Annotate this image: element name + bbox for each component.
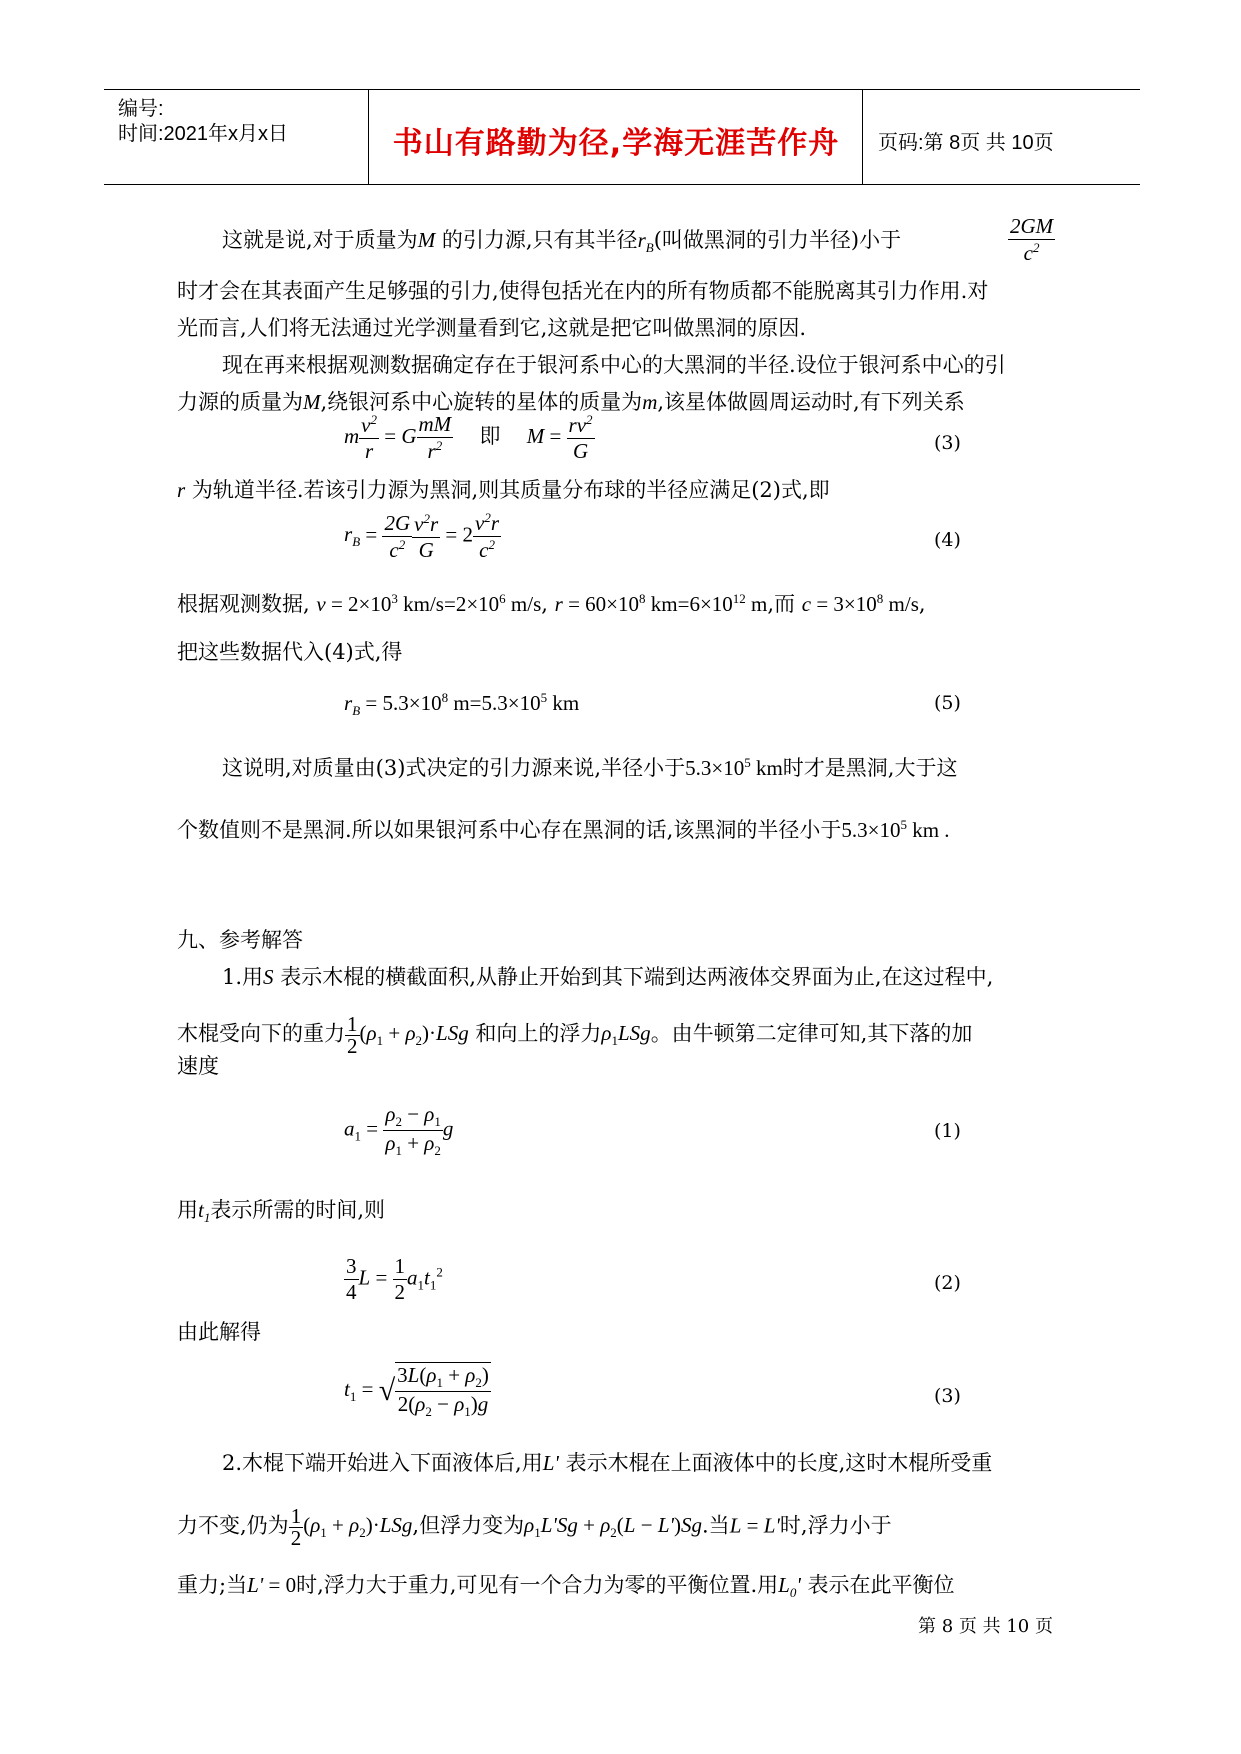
math: $\rho_1L'Sg + \rho_2(L - L')Sg$	[524, 1513, 702, 1541]
fraction	[289, 1506, 304, 1549]
equation-q1-3-number: (3)	[934, 1385, 961, 1407]
page-footer: 第 8 页 共 10 页	[918, 1616, 1053, 1637]
fraction	[395, 1362, 491, 1420]
denominator: 4	[346, 1280, 357, 1304]
numerator: $v^2r$	[475, 510, 500, 535]
text: 个数值则不是黑洞.所以如果银河系中心存在黑洞的话,该黑洞的半径小于	[177, 818, 842, 842]
question-2-line-3	[177, 1575, 955, 1599]
numerator: 1	[394, 1254, 406, 1278]
denominator: $r^2$	[427, 438, 443, 463]
fraction	[1008, 214, 1055, 266]
numerator: $rv^2$	[568, 412, 593, 437]
math: $r = 60\times 10^8$ $km=6\times 10^{12}$ m	[554, 591, 768, 616]
fraction	[359, 412, 379, 464]
math: $\rho_1LSg$	[601, 1021, 651, 1049]
equation-3-number: (3)	[934, 432, 961, 454]
fraction	[344, 1254, 359, 1305]
math: S	[263, 965, 274, 989]
denominator: $c^2$	[389, 536, 406, 562]
numerator: $v^2r$	[414, 510, 439, 536]
paragraph-1-line-3: 光而言,人们将无法通过光学测量看到它,这就是把它叫做黑洞的原因.	[177, 316, 807, 340]
paragraph-5-line-1	[222, 756, 957, 779]
text: 根据观测数据,	[177, 592, 310, 616]
question-2-line-1	[222, 1453, 992, 1474]
paragraph-2-line-1: 现在再来根据观测数据确定存在于银河系中心的大黑洞的半径.设位于银河系中心的引	[222, 353, 1006, 377]
text: 和向上的浮力	[475, 1021, 602, 1046]
math: $5.3\times 10^5$ km	[685, 755, 783, 780]
text: 用	[177, 1198, 198, 1222]
numerator: 3	[346, 1254, 357, 1278]
question-2-line-2	[177, 1506, 892, 1549]
math: $c = 3\times 10^8$ m/s	[801, 591, 919, 616]
header-table	[104, 89, 1140, 185]
text: 这就是说,对于质量为	[222, 228, 418, 252]
fraction	[383, 1102, 443, 1159]
doc-time-label: 时间:2021年x月x日	[118, 123, 289, 145]
fraction	[382, 511, 412, 563]
page-indicator: 页码:第 8页 共 10页	[878, 132, 1054, 154]
text: (叫做黑洞的引力半径)小于	[653, 228, 902, 252]
math: $\frac{1}{2}$ $(\rho_1 + \rho_2)\cdot LSg$	[290, 1504, 413, 1550]
fraction	[345, 1014, 360, 1057]
text: 力不变,仍为	[177, 1513, 289, 1538]
denominator: $2(\rho_2 - \rho_1)g$	[397, 1392, 489, 1420]
denominator: $c^2$	[1023, 240, 1040, 265]
math: L'	[542, 1451, 559, 1475]
header-meta-cell	[104, 90, 369, 184]
math: $r_B$	[344, 522, 361, 550]
text: ,而	[767, 592, 796, 616]
motto-text: 书山有路勤为径,学海无涯苦作舟	[392, 126, 840, 161]
equation-q1-3: $t_1$ = √ $\frac{3L(\rho_1 + \rho_2)}{2(\rho_2 - \rho_1)g}$	[344, 1363, 489, 1420]
formula-2gm-c2	[1008, 214, 1055, 266]
numerator: $\rho_2 - \rho_1$	[385, 1102, 441, 1130]
equation-q1-2-number: (2)	[934, 1272, 961, 1294]
text: 表示在此平衡位	[807, 1573, 955, 1597]
equation-5-number: (5)	[934, 692, 961, 714]
numerator: $v^2$	[361, 412, 377, 437]
header-motto-cell	[370, 90, 863, 184]
math: r	[177, 478, 186, 502]
denominator: 2	[394, 1280, 406, 1304]
denominator: 2	[347, 1034, 358, 1058]
denominator: G	[572, 439, 589, 463]
section-9-heading: 九、参考解答	[177, 928, 303, 952]
text: 1.用	[222, 965, 264, 989]
numerator: mM	[418, 412, 452, 436]
math: M	[303, 390, 321, 414]
math: M	[417, 228, 436, 252]
math: $\frac{1}{2}$ $(\rho_1 + \rho_2)\cdot LSg$	[347, 1012, 469, 1058]
math: $r_B$	[637, 228, 654, 256]
text: 重力;当	[177, 1573, 248, 1597]
equation-q1-1-number: (1)	[934, 1120, 961, 1142]
fraction	[473, 510, 501, 563]
text: 这说明,对质量由(3)式决定的引力源来说,半径小于	[222, 756, 686, 780]
math: M	[526, 423, 545, 448]
text: 时,浮力大于重力,可见有一个合力为零的平衡位置.用	[296, 1573, 779, 1597]
text: 为轨道半径.若该引力源为黑洞,则其质量分布球的半径应满足(2)式,即	[191, 478, 830, 502]
math: $t_1$	[198, 1198, 211, 1226]
paragraph-1-line-2: 时才会在其表面产生足够强的引力,使得包括光在内的所有物质都不能脱离其引力作用.对	[177, 279, 989, 303]
math: m	[642, 390, 658, 414]
text: ,但浮力变为	[412, 1513, 525, 1538]
question-1-line-1	[222, 967, 993, 988]
text: 。由牛顿第二定律可知,其下落的加	[650, 1021, 973, 1046]
math: m	[344, 423, 360, 448]
math: L' = 0	[247, 1573, 297, 1597]
fraction	[567, 412, 595, 464]
denominator: $c^2$	[479, 537, 495, 562]
numerator: 2GM	[1010, 214, 1054, 238]
paragraph-1-line-1	[222, 230, 901, 254]
numerator: $3L(\rho_1 + \rho_2)$	[397, 1363, 489, 1391]
text: 即	[479, 423, 501, 448]
paragraph-4-line-1: 根据观测数据, $v = 2\times 10^3$ $km/s=2\times 10^6$ m/s, $r = 60\times 10^8$ $km=6\times 10^{12}$ m,而 $c = 3\times 10^8$ m/s,	[177, 591, 926, 616]
equation-4-number: (4)	[934, 529, 961, 551]
header-page-cell	[864, 90, 1140, 184]
fraction	[412, 511, 440, 563]
question-1-line-3: 速度	[177, 1054, 219, 1078]
math: $v = 2\times 10^3$ $km/s=2\times 10^6$ m/s	[316, 591, 542, 616]
question-1-line-2	[177, 1014, 972, 1057]
text: 木棍受向下的重力	[177, 1021, 345, 1046]
text: ,绕银河系中心旋转的星体的质量为	[320, 390, 643, 414]
paragraph-5-line-2	[177, 818, 950, 841]
text: 表示木棍在上面液体中的长度,这时木棍所受重	[565, 1451, 993, 1475]
math: $5.3\times 10^5$ km .	[841, 817, 950, 842]
doc-code-label: 编号:	[118, 98, 164, 120]
question-1-time-line	[177, 1200, 385, 1224]
fraction	[393, 1254, 408, 1305]
text: 的引力源,只有其半径	[441, 228, 638, 252]
text: .当	[702, 1513, 730, 1538]
text: ,	[541, 592, 548, 616]
text: ,该星体做圆周运动时,有下列关系	[657, 390, 965, 414]
numerator: 1	[347, 1012, 358, 1036]
text: 时才是黑洞,大于这	[782, 756, 958, 780]
math: $L_0'$	[778, 1573, 801, 1601]
equation-3: m $\frac{v^2}{r}$ = G $\frac{mM}{r^2}$ 即 M = $\frac{rv^2}{G}$	[344, 412, 593, 463]
denominator: r	[364, 439, 374, 463]
math: G	[401, 423, 417, 448]
denominator: $\rho_1 + \rho_2$	[385, 1131, 441, 1159]
fraction	[417, 412, 454, 464]
numerator: 2G	[384, 510, 411, 535]
paragraph-3-line	[177, 480, 830, 501]
text: 力源的质量为	[177, 390, 303, 414]
equation-q1-2: $\frac{3}{4}$ L = $\frac{1}{2}$ $a_1t_1^2$	[346, 1254, 443, 1304]
denominator: G	[418, 537, 434, 562]
question-1-solve-label: 由此解得	[177, 1320, 261, 1344]
equation-q1-1: $a_1$ = $\frac{\rho_2 - \rho_1}{\rho_1 + \rho_2}$ g	[344, 1102, 454, 1159]
math: L = L'	[729, 1513, 780, 1538]
text: 2.木棍下端开始进入下面液体后,用	[222, 1451, 543, 1475]
text: 表示所需的时间,则	[210, 1198, 386, 1222]
text: 时,浮力小于	[779, 1513, 892, 1538]
denominator: 2	[290, 1526, 302, 1550]
text: 表示木棍的横截面积,从静止开始到其下端到达两液体交界面为止,在这过程中,	[280, 965, 994, 989]
paragraph-4-line-2: 把这些数据代入(4)式,得	[177, 640, 403, 664]
paragraph-2-line-2	[177, 392, 965, 413]
numerator: 1	[290, 1504, 302, 1528]
equation-5: $r_B = 5.3\times 10^8$ $m=5.3\times 10^5$ km	[344, 690, 580, 719]
equation-4: $r_B$ = $\frac{2G}{c^2}$ $\frac{v^2r}{G}$ = 2 $\frac{v^2r}{c^2}$	[344, 510, 500, 562]
